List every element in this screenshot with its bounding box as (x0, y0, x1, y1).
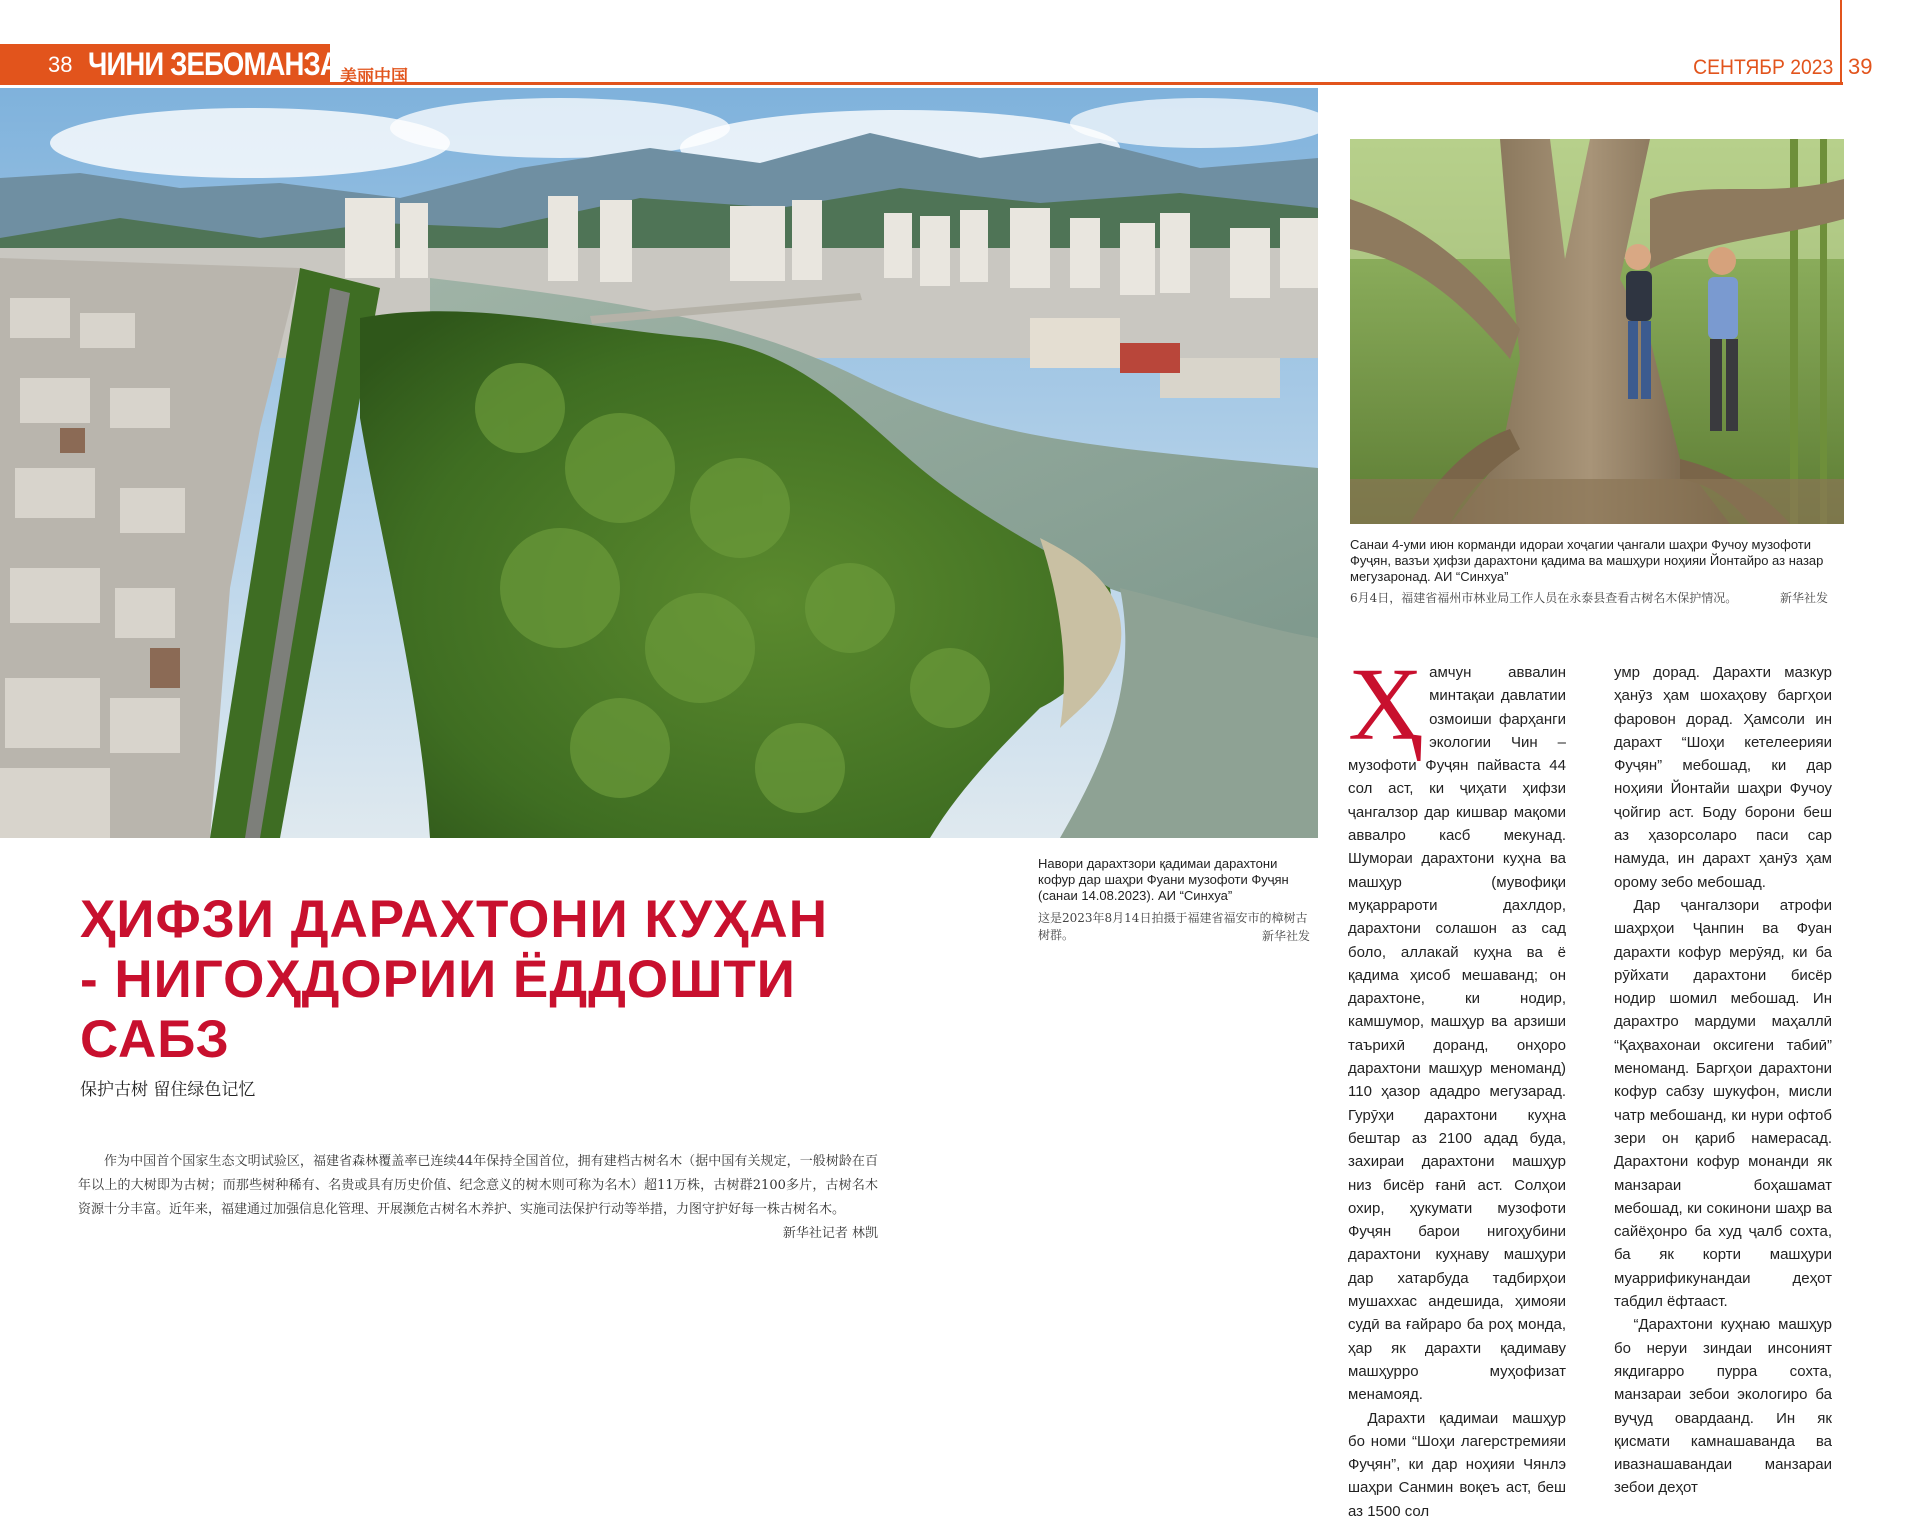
aerial-photo-camphor-grove (0, 88, 1318, 838)
page-gutter-line (1840, 0, 1842, 84)
article-title: ҲИФЗИ ДАРАХТОНИ КУҲАН - НИГОҲДОРИИ ЁДДОШТИ САБЗ (80, 890, 828, 1069)
drop-cap: Ҳ (1348, 647, 1424, 762)
column-1-paragraph-2: Дарахти қадимаи машҳур бо номи “Шоҳи лагерстремияи Фуҷян”, ки дар ноҳияи Чянлэ шаҳри Санмин воқеъ аст, беш аз 1500 сол (1348, 1409, 1566, 1520)
column-2-paragraph-1: умр дорад. Дарахти мазкур ҳанӯз ҳам шохаҳову баргҳои фаровон дорад. Ҳамсоли ин дарахт “Шоҳи кетелеерияи Фуҷян” мебошад, ки дар ноҳияи Йонтайи шаҳри Фучоу ҷойгир аст. Боду борони беш аз ҳазорсоларо паси сар намуда, ин дарахт ҳанӯз ҳам орому зебо мебошад. (1614, 664, 1832, 891)
column-2-paragraph-3: “Дарахтони куҳнаю машҳур бо неруи зиндаи инсоният якдигарро пурра сохта, манзараи зебои экологиро ба вуҷуд овардаанд. Ин як қисмати камнашаванда ва ивазнашавандаи манзараи зебои деҳот (1614, 1316, 1832, 1497)
article-column-1 (1348, 647, 1566, 1523)
article-subtitle-cn: 保护古树 留住绿色记忆 (80, 1080, 256, 1100)
article-column-2 (1614, 661, 1832, 1500)
photo-main-caption: Навори дарахтзори қадимаи дарахтони кофур дар шаҳри Фуани музофоти Фуҷян (санаи 14.08.2023). АИ “Синхуа” (1038, 856, 1289, 903)
photo-small-caption-cn: 6月4日，福建省福州市林业局工作人员在永泰县查看古树名木保护情况。 (1350, 591, 1738, 605)
photo-main-caption-cn: 这是2023年8月14日拍摄于福建省福安市的樟树古树群。 (1038, 911, 1308, 942)
photo-small-credit-cn: 新华社发 (1780, 591, 1829, 605)
photo-small-caption: Санаи 4-уми июн корманди идораи хоҷагии ҷангали шаҳри Фучоу музофоти Фуҷян, вазъи ҳифзи дарахтони қадима ва машҳури ноҳияи Йонтайро аз назар мегузаронад. АИ “Синхуа” (1350, 537, 1824, 584)
photo-main-credit-cn: 新华社发 (1262, 929, 1311, 943)
page-number-left: 38 (48, 52, 73, 77)
issue-date: СЕНТЯБР 2023 (1692, 56, 1833, 79)
page-number-right: 39 (1848, 54, 1873, 79)
section-title: ЧИНИ ЗЕБОМАНЗАР (88, 46, 357, 82)
brand-logo-text: 美丽中国 (340, 67, 408, 87)
column-1-paragraph-1: амчун аввалин минтақаи давлатии озмоиши фарҳанги экологии Чин – музофоти Фуҷян пайваста 44 сол аст, ки ҷиҳати ҳифзи ҷангалзор дар кишвар мақоми аввалро касб мекунад. Шумораи дарахтони куҳна ва машҳур (мувофиқи муқаррароти дахлдор, дарахтони солашон аз сад боло, аллакай куҳна ва ё қадима ҳисоб мешаванд; он дарахтоне, ки нодир, камшумор, машҳур ва арзиши таърихӣ доранд, онҳоро дарахтони машҳур меноманд) 110 ҳазор ададро мегузарад. Гурӯҳи дарахтони куҳна бештар аз 2100 адад буда, захираи дарахтони машҳур низ бисёр ғанӣ аст. Солҳои охир, ҳукумати музофоти Фуҷян барои нигоҳубини дарахтони куҳнаву машҳури дар хатарбуда тадбирҳои мушаххас андешида, ҳимояи судӣ ва ғайраро ба роҳ монда, ҳар як дарахти қадимаву машҳурро муҳофизат менамояд. (1348, 664, 1566, 1404)
intro-byline: 新华社记者 林凯 (782, 1226, 878, 1241)
article-intro-cn: 作为中国首个国家生态文明试验区，福建省森林覆盖率已连续44年保持全国首位，拥有建档古树名木（据中国有关规定，一般树龄在百年以上的大树即为古树；而那些树种稀有、名贵或具有历史价值、纪念意义的树木则可称为名木）超11万株，古树群2100多片，古树名木资源十分丰富。近年来，福建通过加强信息化管理、开展濒危古树名木养护、实施司法保护行动等举措，力图守护好每一株古树名木。 (78, 1154, 878, 1217)
column-2-paragraph-2: Дар ҷангалзори атрофи шаҳрҳои Ҷанпин ва Фуан дарахти кофур мерӯяд, ки ба рӯйхати дарахтони бисёр нодир шомил мебошад. Ин дарахтро мардуми маҳаллӣ “Қаҳвахонаи оксигени табиӣ” меноманд. Баргҳои дарахтони кофур сабзу шукуфон, мисли чатр мебошанд, ки нури офтоб зери он қариб намерасад. Дарахтони кофур монанди як манзараи боҳашамат мебошад, ки сокинони шаҳр ва сайёҳонро ба худ ҷалб сохта, ба як корти машҳури муаррификунандаи деҳот табдил ёфтааст. (1614, 896, 1832, 1311)
photo-ancient-tree-inspection (1350, 139, 1844, 524)
